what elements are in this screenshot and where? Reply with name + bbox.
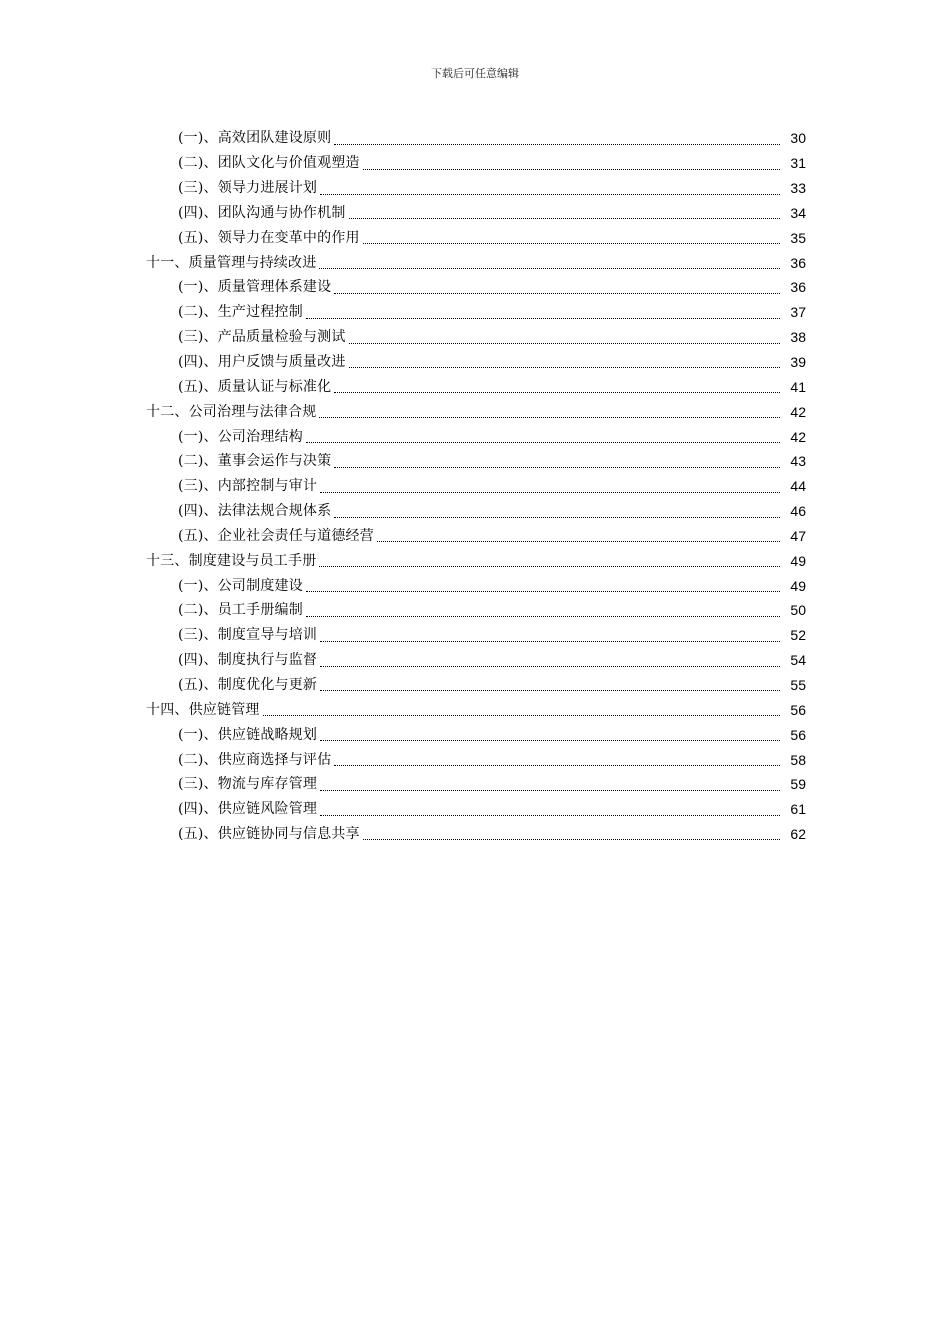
- toc-page-number: 58: [790, 751, 806, 768]
- toc-entry-label: (一)、供应链战略规划: [178, 726, 318, 743]
- toc-dot-leader: [334, 391, 780, 393]
- toc-page-number: 36: [790, 254, 806, 271]
- toc-page-number: 49: [790, 552, 806, 569]
- toc-entry-label: (二)、供应商选择与评估: [178, 751, 332, 768]
- toc-section-entry[interactable]: [0, 772, 950, 797]
- toc-entry-label: (五)、企业社会责任与道德经营: [178, 527, 374, 544]
- toc-section-entry[interactable]: [0, 126, 950, 151]
- toc-page-number: 37: [790, 304, 806, 321]
- toc-section-entry[interactable]: [0, 797, 950, 822]
- toc-section-entry[interactable]: [0, 623, 950, 648]
- toc-entry-label: (五)、制度优化与更新: [178, 676, 318, 693]
- toc-entry-label: (三)、领导力进展计划: [178, 180, 318, 197]
- toc-section-entry[interactable]: [0, 151, 950, 176]
- toc-section-entry[interactable]: [0, 176, 950, 201]
- toc-page-number: 54: [790, 652, 806, 669]
- toc-chapter-entry[interactable]: [0, 697, 950, 722]
- toc-entry-label: (一)、公司治理结构: [178, 428, 303, 445]
- toc-section-entry[interactable]: [0, 474, 950, 499]
- toc-page-number: 36: [790, 279, 806, 296]
- toc-entry-label: (一)、公司制度建设: [178, 577, 303, 594]
- toc-dot-leader: [306, 615, 780, 617]
- toc-page-number: 31: [790, 155, 806, 172]
- toc-dot-leader: [363, 168, 780, 170]
- toc-page-number: 35: [790, 229, 806, 246]
- toc-entry-label: (三)、产品质量检验与测试: [178, 329, 346, 346]
- toc-dot-leader: [320, 789, 780, 791]
- toc-dot-leader: [334, 764, 780, 766]
- toc-page-number: 50: [790, 602, 806, 619]
- toc-dot-leader: [334, 143, 780, 145]
- toc-section-entry[interactable]: [0, 225, 950, 250]
- toc-entry-label: (二)、员工手册编制: [178, 602, 303, 619]
- toc-page-number: 44: [790, 478, 806, 495]
- toc-page-number: 33: [790, 180, 806, 197]
- toc-page-number: 59: [790, 776, 806, 793]
- toc-section-entry[interactable]: [0, 499, 950, 524]
- toc-chapter-entry[interactable]: [0, 548, 950, 573]
- toc-dot-leader: [349, 366, 780, 368]
- toc-dot-leader: [319, 565, 780, 567]
- toc-entry-label: (二)、董事会运作与决策: [178, 453, 332, 470]
- toc-page-number: 56: [790, 726, 806, 743]
- toc-entry-label: (三)、制度宣导与培训: [178, 627, 318, 644]
- toc-section-entry[interactable]: [0, 648, 950, 673]
- toc-chapter-entry[interactable]: [0, 250, 950, 275]
- toc-dot-leader: [320, 689, 780, 691]
- toc-entry-label: 十三、制度建设与员工手册: [146, 552, 317, 569]
- toc-page-number: 47: [790, 527, 806, 544]
- toc-entry-label: (五)、质量认证与标准化: [178, 378, 332, 395]
- toc-entry-label: (五)、领导力在变革中的作用: [178, 229, 360, 246]
- toc-section-entry[interactable]: [0, 350, 950, 375]
- toc-entry-label: (三)、物流与库存管理: [178, 776, 318, 793]
- toc-section-entry[interactable]: [0, 822, 950, 847]
- toc-page-number: 42: [790, 428, 806, 445]
- toc-dot-leader: [306, 317, 780, 319]
- toc-dot-leader: [349, 342, 780, 344]
- toc-section-entry[interactable]: [0, 325, 950, 350]
- toc-entry-label: 十二、公司治理与法律合规: [146, 403, 317, 420]
- toc-dot-leader: [363, 838, 780, 840]
- toc-dot-leader: [306, 441, 780, 443]
- toc-entry-label: (四)、团队沟通与协作机制: [178, 204, 346, 221]
- toc-dot-leader: [377, 540, 780, 542]
- toc-section-entry[interactable]: [0, 573, 950, 598]
- toc-section-entry[interactable]: [0, 673, 950, 698]
- toc-dot-leader: [320, 665, 780, 667]
- toc-entry-label: (四)、制度执行与监督: [178, 652, 318, 669]
- toc-dot-leader: [263, 714, 780, 716]
- toc-page-number: 34: [790, 204, 806, 221]
- toc-page-number: 38: [790, 329, 806, 346]
- toc-page-number: 62: [790, 826, 806, 843]
- toc-dot-leader: [306, 590, 780, 592]
- toc-entry-label: (五)、供应链协同与信息共享: [178, 826, 360, 843]
- toc-section-entry[interactable]: [0, 747, 950, 772]
- toc-page-number: 56: [790, 701, 806, 718]
- table-of-contents: [0, 126, 950, 846]
- toc-section-entry[interactable]: [0, 201, 950, 226]
- toc-entry-label: (四)、供应链风险管理: [178, 801, 318, 818]
- toc-dot-leader: [320, 193, 780, 195]
- toc-page-number: 30: [790, 130, 806, 147]
- toc-page-number: 55: [790, 676, 806, 693]
- toc-section-entry[interactable]: [0, 300, 950, 325]
- toc-page-number: 39: [790, 354, 806, 371]
- toc-dot-leader: [320, 814, 780, 816]
- toc-section-entry[interactable]: [0, 374, 950, 399]
- toc-dot-leader: [320, 739, 780, 741]
- toc-dot-leader: [334, 292, 780, 294]
- toc-section-entry[interactable]: [0, 598, 950, 623]
- toc-section-entry[interactable]: [0, 524, 950, 549]
- toc-page-number: 52: [790, 627, 806, 644]
- toc-entry-label: (二)、生产过程控制: [178, 304, 303, 321]
- toc-section-entry[interactable]: [0, 449, 950, 474]
- toc-dot-leader: [319, 267, 780, 269]
- toc-entry-label: (一)、高效团队建设原则: [178, 130, 332, 147]
- toc-entry-label: (四)、用户反馈与质量改进: [178, 354, 346, 371]
- toc-entry-label: (三)、内部控制与审计: [178, 478, 318, 495]
- toc-entry-label: 十一、质量管理与持续改进: [146, 254, 317, 271]
- toc-dot-leader: [334, 516, 780, 518]
- toc-dot-leader: [334, 466, 780, 468]
- toc-chapter-entry[interactable]: [0, 399, 950, 424]
- toc-dot-leader: [363, 242, 780, 244]
- toc-section-entry[interactable]: [0, 275, 950, 300]
- toc-page-number: 46: [790, 503, 806, 520]
- toc-dot-leader: [349, 217, 780, 219]
- toc-section-entry[interactable]: [0, 722, 950, 747]
- toc-page-number: 61: [790, 801, 806, 818]
- toc-page-number: 49: [790, 577, 806, 594]
- toc-section-entry[interactable]: [0, 424, 950, 449]
- toc-page-number: 43: [790, 453, 806, 470]
- page-header: 下载后可任意编辑: [431, 67, 519, 80]
- toc-entry-label: 十四、供应链管理: [146, 701, 260, 718]
- toc-entry-label: (一)、质量管理体系建设: [178, 279, 332, 296]
- toc-entry-label: (二)、团队文化与价值观塑造: [178, 155, 360, 172]
- toc-dot-leader: [320, 491, 780, 493]
- toc-entry-label: (四)、法律法规合规体系: [178, 503, 332, 520]
- toc-dot-leader: [320, 640, 780, 642]
- toc-dot-leader: [319, 416, 780, 418]
- toc-page-number: 41: [790, 378, 806, 395]
- toc-page-number: 42: [790, 403, 806, 420]
